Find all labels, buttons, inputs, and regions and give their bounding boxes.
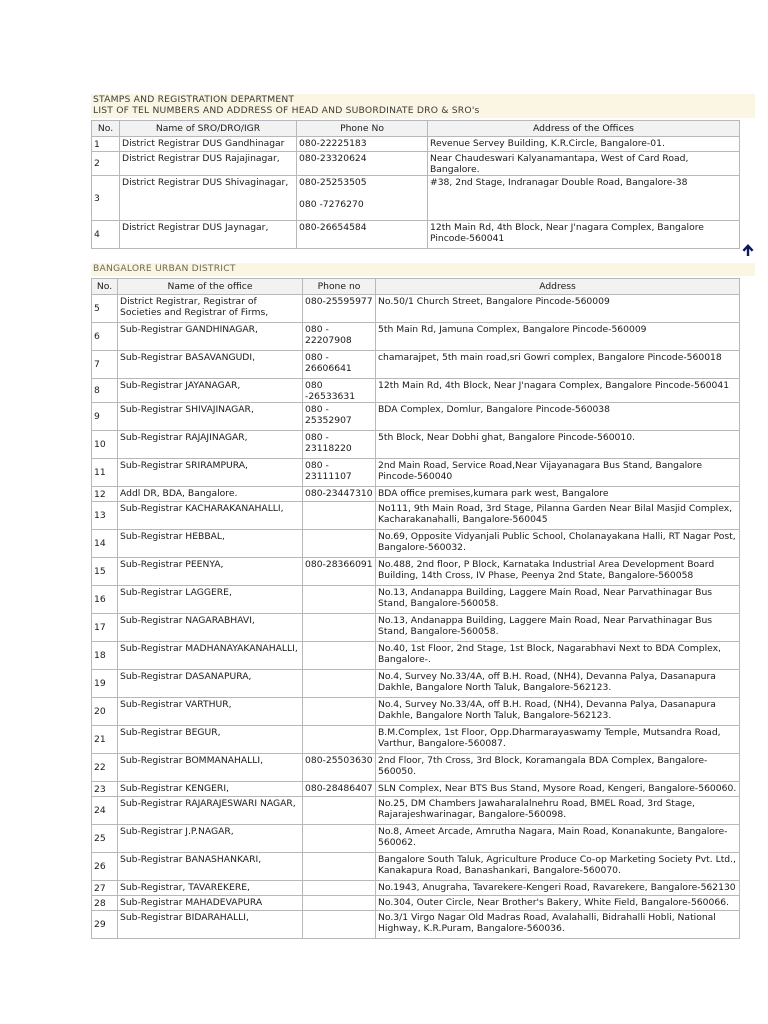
office-address: BDA Complex, Domlur, Bangalore Pincode-560038 bbox=[376, 403, 740, 431]
office-address: Revenue Servey Building, K.R.Circle, Bangalore-01. bbox=[428, 137, 740, 152]
phone-number: 080 - 25352907 bbox=[303, 403, 376, 431]
row-number: 11 bbox=[92, 459, 118, 487]
row-number: 9 bbox=[92, 403, 118, 431]
office-address: SLN Complex, Near BTS Bus Stand, Mysore Road, Kengeri, Bangalore-560060. bbox=[376, 782, 740, 797]
table-row bbox=[92, 558, 740, 586]
office-name: Sub-Registrar MADHANAYAKANAHALLI, bbox=[118, 642, 303, 670]
office-address: chamarajpet, 5th main road,sri Gowri complex, Bangalore Pincode-560018 bbox=[376, 351, 740, 379]
phone-numbers bbox=[297, 176, 428, 221]
phone-number: 080-23447310 bbox=[303, 487, 376, 502]
phone-number bbox=[303, 698, 376, 726]
column-header-name: Name of the office bbox=[118, 279, 303, 295]
row-number: 20 bbox=[92, 698, 118, 726]
row-number: 21 bbox=[92, 726, 118, 754]
phone-number bbox=[303, 911, 376, 939]
table-row bbox=[92, 670, 740, 698]
office-address: No.4, Survey No.33/4A, off B.H. Road, (NH4), Devanna Palya, Dasanapura Dakhle, Bangalore North Taluk, Bangalore-562123. bbox=[376, 698, 740, 726]
office-address: No.25, DM Chambers Jawaharalalnehru Road, BMEL Road, 3rd Stage, Rajarajeshwarinagar, Bangalore-560098. bbox=[376, 797, 740, 825]
row-number: 16 bbox=[92, 586, 118, 614]
table-row bbox=[92, 459, 740, 487]
phone-number: 080 - 23118220 bbox=[303, 431, 376, 459]
row-number: 15 bbox=[92, 558, 118, 586]
table-row bbox=[92, 403, 740, 431]
office-name: Sub-Registrar BASAVANGUDI, bbox=[118, 351, 303, 379]
table-row bbox=[92, 881, 740, 896]
table-row bbox=[92, 379, 740, 403]
district-title: BANGALORE URBAN DISTRICT bbox=[93, 263, 236, 274]
office-name: District Registrar DUS Jaynagar, bbox=[120, 221, 297, 249]
department-subtitle: LIST OF TEL NUMBERS AND ADDRESS OF HEAD AND SUBORDINATE DRO & SRO's bbox=[93, 105, 480, 116]
office-name: Sub-Registrar JAYANAGAR, bbox=[118, 379, 303, 403]
row-number: 23 bbox=[92, 782, 118, 797]
office-name: Sub-Registrar HEBBAL, bbox=[118, 530, 303, 558]
row-number: 29 bbox=[92, 911, 118, 939]
table-row bbox=[92, 502, 740, 530]
office-name: Sub-Registrar NAGARABHAVI, bbox=[118, 614, 303, 642]
phone-number bbox=[303, 642, 376, 670]
table-row bbox=[92, 323, 740, 351]
row-number: 18 bbox=[92, 642, 118, 670]
row-number: 22 bbox=[92, 754, 118, 782]
column-header-name: Name of SRO/DRO/IGR bbox=[120, 121, 297, 137]
office-address: No.40, 1st Floor, 2nd Stage, 1st Block, Nagarabhavi Next to BDA Complex, Bangalore-. bbox=[376, 642, 740, 670]
office-name: District Registrar DUS Shivaginagar, bbox=[120, 176, 297, 221]
table-header-row bbox=[92, 121, 740, 137]
row-number: 27 bbox=[92, 881, 118, 896]
phone-number bbox=[303, 881, 376, 896]
phone-number bbox=[303, 530, 376, 558]
phone-number: 080-22225183 bbox=[297, 137, 428, 152]
office-address: 2nd Floor, 7th Cross, 3rd Block, Koramangala BDA Complex, Bangalore-560050. bbox=[376, 754, 740, 782]
table-row bbox=[92, 487, 740, 502]
phone-number: 080-25503630 bbox=[303, 754, 376, 782]
office-address: No.488, 2nd floor, P Block, Karnataka Industrial Area Development Board Building, 14th Cross, IV Phase, Peenya 2nd State, Bangalore-560058 bbox=[376, 558, 740, 586]
table-row bbox=[92, 726, 740, 754]
row-number: 19 bbox=[92, 670, 118, 698]
office-name: District Registrar DUS Gandhinagar bbox=[120, 137, 297, 152]
table-row bbox=[92, 782, 740, 797]
office-name: Sub-Registrar BEGUR, bbox=[118, 726, 303, 754]
phone-number: 080-26654584 bbox=[297, 221, 428, 249]
table-row bbox=[92, 176, 740, 221]
phone-number-secondary: 080 -7276270 bbox=[299, 199, 364, 210]
row-number: 1 bbox=[92, 137, 120, 152]
row-number: 28 bbox=[92, 896, 118, 911]
phone-number bbox=[303, 614, 376, 642]
phone-number bbox=[303, 502, 376, 530]
column-header-no: No. bbox=[92, 121, 120, 137]
column-header-phone: Phone no bbox=[303, 279, 376, 295]
table-row bbox=[92, 295, 740, 323]
department-title: STAMPS AND REGISTRATION DEPARTMENT bbox=[93, 94, 295, 105]
phone-number: 080 - 23111107 bbox=[303, 459, 376, 487]
office-name: District Registrar DUS Rajajinagar, bbox=[120, 152, 297, 176]
department-header bbox=[91, 94, 755, 118]
phone-number: 080-28366091 bbox=[303, 558, 376, 586]
row-number: 3 bbox=[92, 176, 120, 221]
row-number: 17 bbox=[92, 614, 118, 642]
office-address: No111, 9th Main Road, 3rd Stage, Pilanna Garden Near Bilal Masjid Complex, Kacharakanahalli, Bangalore-560045 bbox=[376, 502, 740, 530]
table-header-row bbox=[92, 279, 740, 295]
office-address: No.3/1 Virgo Nagar Old Madras Road, Avalahalli, Bidrahalli Hobli, National Highway, K.R.Puram, Bangalore-560036. bbox=[376, 911, 740, 939]
office-name: Sub-Registrar PEENYA, bbox=[118, 558, 303, 586]
office-address: No.4, Survey No.33/4A, off B.H. Road, (NH4), Devanna Palya, Dasanapura Dakhle, Bangalore North Taluk, Bangalore-562123. bbox=[376, 670, 740, 698]
office-address: No.1943, Anugraha, Tavarekere-Kengeri Road, Ravarekere, Bangalore-562130 bbox=[376, 881, 740, 896]
table-row bbox=[92, 152, 740, 176]
column-header-phone: Phone No bbox=[297, 121, 428, 137]
phone-number: 080 - 26606641 bbox=[303, 351, 376, 379]
row-number: 26 bbox=[92, 853, 118, 881]
office-name: Sub-Registrar, TAVAREKERE, bbox=[118, 881, 303, 896]
office-address: 12th Main Rd, 4th Block, Near J'nagara Complex, Bangalore Pincode-560041 bbox=[428, 221, 740, 249]
row-number: 4 bbox=[92, 221, 120, 249]
office-name: Sub-Registrar BIDARAHALLI, bbox=[118, 911, 303, 939]
table-row bbox=[92, 642, 740, 670]
office-name: Sub-Registrar KACHARAKANAHALLI, bbox=[118, 502, 303, 530]
column-header-address: Address of the Offices bbox=[428, 121, 740, 137]
office-address: #38, 2nd Stage, Indranagar Double Road, Bangalore-38 bbox=[428, 176, 740, 221]
column-header-address: Address bbox=[376, 279, 740, 295]
office-name: Sub-Registrar VARTHUR, bbox=[118, 698, 303, 726]
phone-number: 080-25595977 bbox=[303, 295, 376, 323]
office-name: Sub-Registrar J.P.NAGAR, bbox=[118, 825, 303, 853]
office-address: B.M.Complex, 1st Floor, Opp.Dharmarayaswamy Temple, Mutsandra Road, Varthur, Bangalore-560087. bbox=[376, 726, 740, 754]
office-name: Sub-Registrar SHIVAJINAGAR, bbox=[118, 403, 303, 431]
phone-number bbox=[303, 797, 376, 825]
row-number: 10 bbox=[92, 431, 118, 459]
row-number: 5 bbox=[92, 295, 118, 323]
urban-table-body bbox=[92, 295, 740, 939]
phone-number: 080 - 22207908 bbox=[303, 323, 376, 351]
office-address: Near Chaudeswari Kalyanamantapa, West of Card Road, Bangalore. bbox=[428, 152, 740, 176]
table-row bbox=[92, 754, 740, 782]
table-row bbox=[92, 797, 740, 825]
phone-number bbox=[303, 586, 376, 614]
row-number: 7 bbox=[92, 351, 118, 379]
office-address: 12th Main Rd, 4th Block, Near J'nagara Complex, Bangalore Pincode-560041 bbox=[376, 379, 740, 403]
office-address: BDA office premises,kumara park west, Bangalore bbox=[376, 487, 740, 502]
office-address: No.13, Andanappa Building, Laggere Main Road, Near Parvathinagar Bus Stand, Bangalore-560058. bbox=[376, 586, 740, 614]
row-number: 6 bbox=[92, 323, 118, 351]
office-address: No.13, Andanappa Building, Laggere Main Road, Near Parvathinagar Bus Stand, Bangalore-560058. bbox=[376, 614, 740, 642]
phone-number bbox=[303, 670, 376, 698]
table-row bbox=[92, 896, 740, 911]
office-name: Sub-Registrar KENGERI, bbox=[118, 782, 303, 797]
office-name: District Registrar, Registrar of Societies and Registrar of Firms, bbox=[118, 295, 303, 323]
phone-number: 080-25253505 bbox=[299, 177, 367, 188]
phone-number: 080-28486407 bbox=[303, 782, 376, 797]
office-address: No.8, Ameet Arcade, Amrutha Nagara, Main Road, Konanakunte, Bangalore-560062. bbox=[376, 825, 740, 853]
up-arrow-icon[interactable] bbox=[741, 242, 755, 258]
head-office-table bbox=[91, 120, 740, 249]
table-row bbox=[92, 614, 740, 642]
phone-number bbox=[303, 825, 376, 853]
office-address: No.69, Opposite Vidyanjali Public School, Cholanayakana Halli, RT Nagar Post, Bangalore-560032. bbox=[376, 530, 740, 558]
office-address: 5th Main Rd, Jamuna Complex, Bangalore Pincode-560009 bbox=[376, 323, 740, 351]
phone-number bbox=[303, 726, 376, 754]
office-name: Sub-Registrar BOMMANAHALLI, bbox=[118, 754, 303, 782]
table-row bbox=[92, 137, 740, 152]
office-address: No.50/1 Church Street, Bangalore Pincode-560009 bbox=[376, 295, 740, 323]
table-row bbox=[92, 825, 740, 853]
phone-number: 080 -26533631 bbox=[303, 379, 376, 403]
office-address: No.304, Outer Circle, Near Brother's Bakery, White Field, Bangalore-560066. bbox=[376, 896, 740, 911]
row-number: 8 bbox=[92, 379, 118, 403]
office-name: Sub-Registrar BANASHANKARI, bbox=[118, 853, 303, 881]
row-number: 24 bbox=[92, 797, 118, 825]
table-row bbox=[92, 221, 740, 249]
office-name: Sub-Registrar GANDHINAGAR, bbox=[118, 323, 303, 351]
phone-number bbox=[303, 896, 376, 911]
row-number: 2 bbox=[92, 152, 120, 176]
column-header-no: No. bbox=[92, 279, 118, 295]
table-row bbox=[92, 586, 740, 614]
table-row bbox=[92, 698, 740, 726]
row-number: 13 bbox=[92, 502, 118, 530]
office-name: Sub-Registrar RAJAJINAGAR, bbox=[118, 431, 303, 459]
office-name: Sub-Registrar MAHADEVAPURA bbox=[118, 896, 303, 911]
table-row bbox=[92, 351, 740, 379]
table-row bbox=[92, 853, 740, 881]
urban-district-table bbox=[91, 278, 740, 939]
office-address: 5th Block, Near Dobhi ghat, Bangalore Pincode-560010. bbox=[376, 431, 740, 459]
office-name: Sub-Registrar DASANAPURA, bbox=[118, 670, 303, 698]
office-name: Sub-Registrar LAGGERE, bbox=[118, 586, 303, 614]
phone-number: 080-23320624 bbox=[297, 152, 428, 176]
office-name: Addl DR, BDA, Bangalore. bbox=[118, 487, 303, 502]
office-name: Sub-Registrar RAJARAJESWARI NAGAR, bbox=[118, 797, 303, 825]
office-address: 2nd Main Road, Service Road,Near Vijayanagara Bus Stand, Bangalore Pincode-560040 bbox=[376, 459, 740, 487]
district-header bbox=[91, 263, 755, 276]
row-number: 12 bbox=[92, 487, 118, 502]
table-row bbox=[92, 431, 740, 459]
office-name: Sub-Registrar SRIRAMPURA, bbox=[118, 459, 303, 487]
row-number: 25 bbox=[92, 825, 118, 853]
row-number: 14 bbox=[92, 530, 118, 558]
office-address: Bangalore South Taluk, Agriculture Produce Co-op Marketing Society Pvt. Ltd., Kanakapura Road, Banashankari, Bangalore-560070. bbox=[376, 853, 740, 881]
phone-number bbox=[303, 853, 376, 881]
table-row bbox=[92, 911, 740, 939]
table-row bbox=[92, 530, 740, 558]
